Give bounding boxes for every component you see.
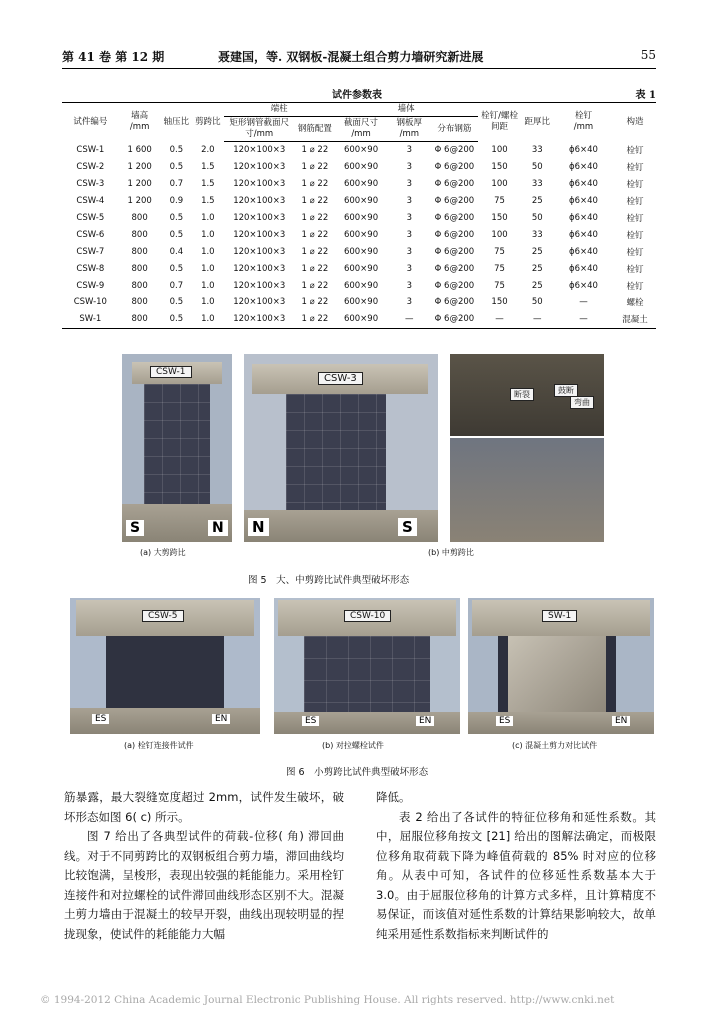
table-cell: Φ 6@200 <box>434 246 475 257</box>
table-cell: 120×100×3 <box>233 229 286 240</box>
running-header <box>62 48 656 66</box>
table-body <box>62 142 656 329</box>
table-cell: 栓钉 <box>626 180 644 191</box>
table-cell: — <box>553 311 614 328</box>
table-cell: 800 <box>131 297 148 308</box>
label-s: S <box>126 520 144 536</box>
table-cell: CSW-2 <box>76 162 105 173</box>
table-cell: 0.7 <box>169 179 184 190</box>
table-cell: CSW-9 <box>76 280 105 291</box>
table-cell: 1 ⌀ 22 <box>301 179 329 190</box>
specimen-tag: CSW-1 <box>150 366 192 378</box>
th-tube: 矩形钢管截面尺寸/mm <box>224 117 295 142</box>
table-cell: SW-1 <box>62 311 119 328</box>
photo-csw-10 <box>274 598 460 734</box>
table-cell: 栓钉 <box>626 264 644 275</box>
table-cell: 3 <box>406 263 412 274</box>
table-cell: 800 <box>131 246 148 257</box>
table-cell: 3 <box>406 145 412 156</box>
specimen-tag: CSW-5 <box>142 610 184 622</box>
specimen-tag: CSW-10 <box>344 610 391 622</box>
specimen-tag: SW-1 <box>542 610 577 622</box>
table-cell: 600×90 <box>343 263 379 274</box>
table-cell: ϕ6×40 <box>568 196 598 207</box>
th-id: 试件编号 <box>62 103 119 142</box>
table-cell: 1.0 <box>201 246 215 257</box>
table-cell: 0.5 <box>169 297 184 308</box>
table-row <box>62 243 656 260</box>
journal-issue: 第 41 卷 第 12 期 <box>62 50 165 64</box>
table-cell: 75 <box>494 263 505 274</box>
table-cell: 0.5 <box>169 263 184 274</box>
table-cell: 120×100×3 <box>233 196 286 207</box>
table-cell: — <box>387 311 431 328</box>
table-cell: 600×90 <box>343 213 379 223</box>
th-rebar: 钢筋配置 <box>295 117 335 142</box>
table-cell: CSW-3 <box>76 179 105 190</box>
table-cell: ϕ6×40 <box>568 246 598 257</box>
table-cell: CSW-10 <box>73 297 107 308</box>
table-cell: 混凝土 <box>614 311 656 328</box>
table-cell: 33 <box>531 179 543 190</box>
th-column-group: 端柱 <box>224 103 335 117</box>
table-cell: 0.9 <box>169 196 184 207</box>
specimen-tag: CSW-3 <box>318 372 363 385</box>
table-cell: CSW-5 <box>76 213 105 223</box>
table-cell: CSW-1 <box>76 145 105 156</box>
table-cell: 800 <box>131 213 148 223</box>
table-caption: 试件参数表 <box>332 90 382 101</box>
table-cell: 1.5 <box>201 179 215 190</box>
table-cell: 1.5 <box>201 162 215 173</box>
table-cell: 0.5 <box>169 229 184 240</box>
fig5-sub-b: (b) 中剪跨比 <box>428 548 474 557</box>
table-cell: Φ 6@200 <box>434 196 475 207</box>
table-cell: 1 200 <box>127 179 152 190</box>
paragraph: 表 2 给出了各试件的特征位移角和延性系数。其中，屈服位移角按文 [21] 给出的图解法确定，而极限位移角取荷载下降为峰值荷载的 85% 时对应的位移角。从表中可知，各试件的位移延性系数基本大于 3.0。由于屈服位移角的计算方式多样，且计算精度不易保证，而该值对延性系数的计算结果影响较大，故单纯采用延性系数指标来判断试件的 <box>376 809 656 941</box>
table-cell: 600×90 <box>343 229 379 240</box>
table-cell: 120×100×3 <box>233 179 286 190</box>
table-cell: Φ 6@200 <box>434 280 475 291</box>
label-es: ES <box>92 714 109 724</box>
table-cell: — <box>478 311 522 328</box>
paragraph: 降低。 <box>376 790 411 804</box>
label-en: EN <box>416 716 434 726</box>
table-cell: ϕ6×40 <box>568 162 598 173</box>
table-cell: 1.0 <box>192 311 223 328</box>
label-bend: 弯曲 <box>570 396 594 409</box>
table-cell: 120×100×3 <box>233 246 286 257</box>
table-cell: 25 <box>531 246 543 257</box>
table-cell: 100 <box>491 229 508 240</box>
table-cell: 3 <box>406 162 412 173</box>
table-cell: Φ 6@200 <box>434 162 475 173</box>
header-rule <box>62 68 656 69</box>
table-cell: CSW-4 <box>76 196 105 207</box>
table-cell: 3 <box>406 213 412 223</box>
photo-csw-1 <box>122 354 232 542</box>
table-cell: 800 <box>131 263 148 274</box>
table-cell: 栓钉 <box>626 230 644 241</box>
table-cell: 600×90 <box>335 311 387 328</box>
table-cell: 75 <box>494 196 505 207</box>
table-cell: 100 <box>491 179 508 190</box>
fig5-caption: 图 5 大、中剪跨比试件典型破坏形态 <box>248 575 410 586</box>
table-cell: 栓钉 <box>626 163 644 174</box>
table-cell: 25 <box>531 263 543 274</box>
table-cell: 螺栓 <box>626 298 644 309</box>
table-row <box>62 193 656 210</box>
table-cell: 1.0 <box>201 263 215 274</box>
table-cell: 25 <box>531 280 543 291</box>
table-cell: 3 <box>406 246 412 257</box>
table-cell: 1 ⌀ 22 <box>301 196 329 207</box>
th-wall-group: 墙体 <box>335 103 478 117</box>
table-cell: 120×100×3 <box>233 213 286 223</box>
table-cell: 75 <box>494 280 505 291</box>
table-cell: ϕ6×40 <box>568 280 598 291</box>
table-cell: 0.7 <box>169 280 184 291</box>
label-es: ES <box>496 716 513 726</box>
table-cell: 2.0 <box>201 145 215 156</box>
table-cell: 120×100×3 <box>224 311 295 328</box>
table-cell: 120×100×3 <box>233 263 286 274</box>
table-cell: CSW-7 <box>76 246 105 257</box>
table-cell: 120×100×3 <box>233 280 286 291</box>
table-cell: 120×100×3 <box>233 297 286 308</box>
th-axial: 轴压比 <box>161 103 192 142</box>
label-en: EN <box>612 716 630 726</box>
fig5-sub-a: (a) 大剪跨比 <box>140 548 186 557</box>
table-row <box>62 277 656 294</box>
table-cell: 1.0 <box>201 297 215 308</box>
table-cell: Φ 6@200 <box>431 311 477 328</box>
table-cell: 120×100×3 <box>233 162 286 173</box>
photo-damage-detail <box>450 354 604 436</box>
label-tear: 鼓断 <box>554 384 578 397</box>
table-cell: 150 <box>491 162 508 173</box>
table-cell: 33 <box>531 145 543 156</box>
table-cell: Φ 6@200 <box>434 263 475 274</box>
table-cell: 33 <box>531 229 543 240</box>
table-cell: 75 <box>494 246 505 257</box>
table-row <box>62 210 656 227</box>
table-cell: 1.0 <box>201 213 215 223</box>
table-cell: 1 ⌀ 22 <box>301 263 329 274</box>
th-spacing: 栓钉/螺栓间距 <box>478 103 522 142</box>
photo-csw-3 <box>244 354 438 542</box>
table-cell: Φ 6@200 <box>434 297 475 308</box>
th-construction: 构造 <box>614 103 656 142</box>
label-n: N <box>208 520 228 536</box>
table-cell: CSW-6 <box>76 229 105 240</box>
table-cell: 1 ⌀ 22 <box>295 311 335 328</box>
table-cell: 栓钉 <box>626 197 644 208</box>
table-cell: ϕ6×40 <box>568 213 598 223</box>
th-thickratio: 距厚比 <box>522 103 553 142</box>
th-shear: 剪跨比 <box>192 103 223 142</box>
table-cell: 100 <box>491 145 508 156</box>
th-distrib: 分布钢筋 <box>431 117 477 142</box>
fig6-sub-a: (a) 栓钉连接件试件 <box>124 741 194 750</box>
table-cell: 25 <box>531 196 543 207</box>
table-cell: 800 <box>131 229 148 240</box>
table-cell: 0.5 <box>169 213 184 223</box>
table-cell: 栓钉 <box>626 281 644 292</box>
table-cell: 3 <box>406 280 412 291</box>
article-title: 聂建国，等. 双钢板-混凝土组合剪力墙研究新进展 <box>218 50 484 64</box>
table-cell: ϕ6×40 <box>568 229 598 240</box>
table-cell: CSW-8 <box>76 263 105 274</box>
label-crack: 断裂 <box>510 388 534 401</box>
table-cell: 1.0 <box>201 229 215 240</box>
photo-sw-1 <box>468 598 654 734</box>
table-cell: 800 <box>119 311 161 328</box>
table-cell: 50 <box>531 297 543 308</box>
table-cell: 1 200 <box>127 162 152 173</box>
table-cell: 600×90 <box>343 280 379 291</box>
table-cell: 0.5 <box>169 162 184 173</box>
table-cell: 600×90 <box>343 145 379 156</box>
table-cell: ϕ6×40 <box>568 179 598 190</box>
table-cell: ϕ6×40 <box>568 263 598 274</box>
table-cell: 1 ⌀ 22 <box>301 280 329 291</box>
fig6-sub-c: (c) 混凝土剪力对比试件 <box>512 741 598 750</box>
table-cell: 1 200 <box>127 196 152 207</box>
table-cell: 600×90 <box>343 179 379 190</box>
table-cell: 0.4 <box>169 246 184 257</box>
table-cell: Φ 6@200 <box>434 145 475 156</box>
table-cell: 1.5 <box>201 196 215 207</box>
table-cell: 50 <box>531 162 543 173</box>
table-row <box>62 176 656 193</box>
table-cell: 1 600 <box>127 145 152 156</box>
table-cell: ϕ6×40 <box>568 145 598 156</box>
table-row <box>62 311 656 328</box>
label-n: N <box>248 518 269 536</box>
paragraph: 筋暴露，最大裂缝宽度超过 2mm，试件发生破坏，破坏形态如图 6( c) 所示。 <box>64 790 344 824</box>
table-cell: 150 <box>491 213 508 223</box>
table-cell: 3 <box>406 196 412 207</box>
table-cell: — <box>522 311 553 328</box>
table-cell: 1 ⌀ 22 <box>301 297 329 308</box>
th-section: 截面尺寸 /mm <box>335 117 387 142</box>
table-cell: 3 <box>406 179 412 190</box>
body-right-column <box>376 788 656 944</box>
label-en: EN <box>212 714 230 724</box>
table-cell: 0.5 <box>161 311 192 328</box>
table-cell: 150 <box>491 297 508 308</box>
table-cell: 600×90 <box>343 196 379 207</box>
fig6-caption: 图 6 小剪跨比试件典型破坏形态 <box>286 767 429 778</box>
table-number: 表 1 <box>635 90 656 101</box>
table-cell: 3 <box>406 297 412 308</box>
th-height: 墙高 /mm <box>119 103 161 142</box>
table-cell: Φ 6@200 <box>434 229 475 240</box>
table-cell: 1 ⌀ 22 <box>301 162 329 173</box>
fig6-sub-b: (b) 对拉螺栓试件 <box>322 741 384 750</box>
table-cell: 600×90 <box>343 246 379 257</box>
table-cell: 1 ⌀ 22 <box>301 229 329 240</box>
body-left-column <box>64 788 344 944</box>
table-cell: — <box>579 297 588 308</box>
table-cell: 栓钉 <box>626 214 644 224</box>
copyright-footer: © 1994-2012 China Academic Journal Electronic Publishing House. All rights reserved. http://www.cnki.net <box>40 994 615 1006</box>
parameter-table <box>62 102 656 329</box>
table-cell: 600×90 <box>343 162 379 173</box>
table-cell: 1 ⌀ 22 <box>301 246 329 257</box>
table-row <box>62 142 656 159</box>
table-cell: 3 <box>406 229 412 240</box>
table-cell: 栓钉 <box>626 146 644 157</box>
label-s: S <box>398 518 417 536</box>
table-row <box>62 260 656 277</box>
table-row <box>62 226 656 243</box>
table-row <box>62 294 656 311</box>
photo-crushed-concrete <box>450 438 604 542</box>
table-cell: 800 <box>131 280 148 291</box>
table-cell: Φ 6@200 <box>434 179 475 190</box>
table-cell: 1 ⌀ 22 <box>301 145 329 156</box>
paragraph: 图 7 给出了各典型试件的荷载-位移( 角) 滞回曲线。对于不同剪跨比的双钢板组合剪力墙，滞回曲线均比较饱满，呈梭形，表现出较强的耗能能力。采用栓钉连接件和对拉螺栓的试件滞回曲线形态区别不大。混凝土剪力墙由于混凝土的较早开裂，曲线出现较明显的捏拢现象，使试件的耗能能力大幅 <box>64 829 344 941</box>
table-cell: 栓钉 <box>626 247 644 258</box>
photo-csw-5 <box>70 598 260 734</box>
table-cell: 1 ⌀ 22 <box>301 213 329 223</box>
table-row <box>62 159 656 176</box>
label-es: ES <box>302 716 319 726</box>
table-cell: 120×100×3 <box>233 145 286 156</box>
th-plate: 钢板厚 /mm <box>387 117 431 142</box>
table-cell: 600×90 <box>343 297 379 308</box>
page-number: 55 <box>640 48 656 62</box>
th-stud: 栓钉 /mm <box>553 103 614 142</box>
table-cell: 1.0 <box>201 280 215 291</box>
table-cell: 50 <box>531 213 543 223</box>
table-cell: Φ 6@200 <box>434 213 475 223</box>
table-cell: 0.5 <box>169 145 184 156</box>
